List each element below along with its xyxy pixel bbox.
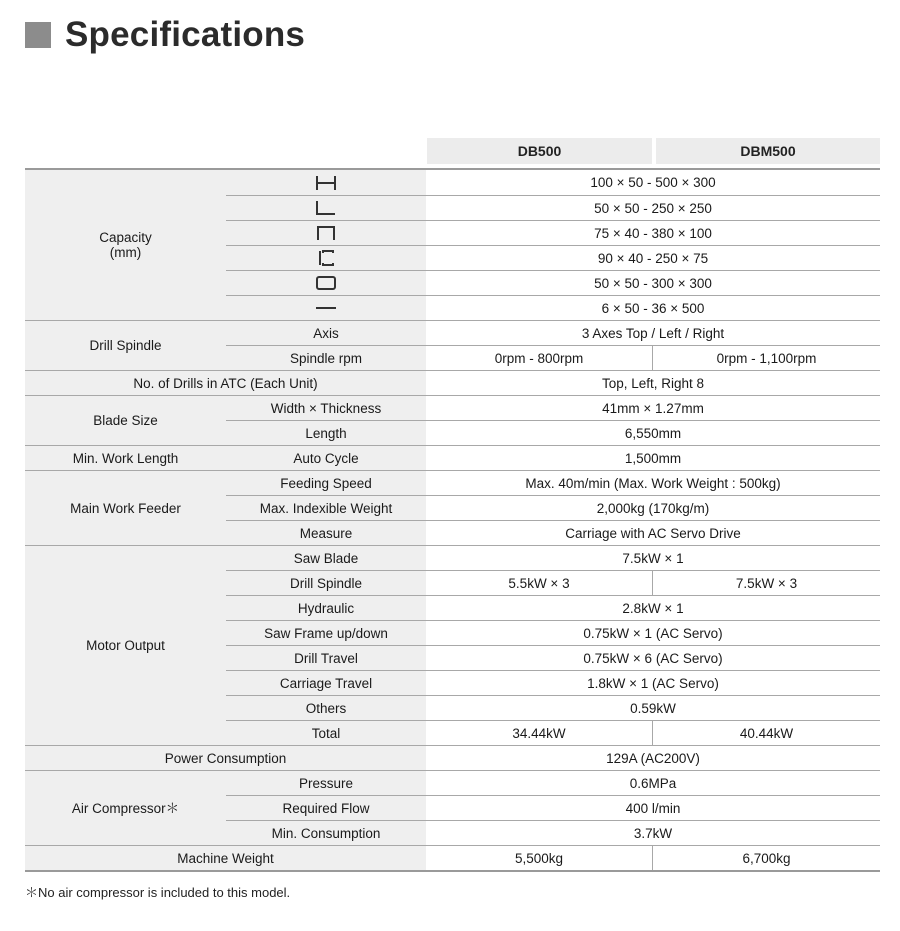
row-label-air-compressor: Air Compressor＊ [25,770,226,845]
spindle-rpm-dbm500: 0rpm - 1,100rpm [653,345,880,370]
sub-label-width-thickness: Width × Thickness [226,395,426,420]
power-consumption-value: 129A (AC200V) [426,745,880,770]
sub-label-min-consumption: Min. Consumption [226,820,426,845]
model-header-db500: DB500 [427,138,652,164]
pressure-value: 0.6MPa [426,770,880,795]
row-label-blade-size: Blade Size [25,395,226,445]
min-consumption-value: 3.7kW [426,820,880,845]
sub-label-required-flow: Required Flow [226,795,426,820]
row-label-capacity: Capacity (mm) [25,170,226,320]
capacity-value: 6 × 50 - 36 × 500 [426,295,880,320]
angle-icon [226,195,426,220]
sub-label-pressure: Pressure [226,770,426,795]
capacity-value: 100 × 50 - 500 × 300 [590,175,716,190]
row-label-machine-weight: Machine Weight [25,845,426,870]
page-header [25,14,305,56]
sub-label-drill-travel: Drill Travel [226,645,426,670]
drill-spindle-motor-dbm500: 7.5kW × 3 [653,570,880,595]
saw-frame-value: 0.75kW × 1 (AC Servo) [426,620,880,645]
sub-label-saw-blade: Saw Blade [226,545,426,570]
page-title: Specifications [65,15,306,54]
specifications-table [25,168,880,872]
width-thickness-value: 41mm × 1.27mm [426,395,880,420]
capacity-value: 90 × 40 - 250 × 75 [426,245,880,270]
h-beam-icon [226,170,426,195]
sub-label-length: Length [226,420,426,445]
sub-label-hydraulic: Hydraulic [226,595,426,620]
sub-label-spindle-rpm: Spindle rpm [226,345,426,370]
saw-blade-value: 7.5kW × 1 [426,545,880,570]
footnote: ＊No air compressor is included to this model. [25,885,291,900]
total-db500: 34.44kW [426,720,653,745]
sub-label-feeding-speed: Feeding Speed [226,470,426,495]
channel-icon [226,220,426,245]
sub-label-saw-frame: Saw Frame up/down [226,620,426,645]
sub-label-axis: Axis [226,320,426,345]
square-tube-icon [226,270,426,295]
machine-weight-dbm500: 6,700kg [653,845,880,870]
carriage-travel-value: 1.8kW × 1 (AC Servo) [426,670,880,695]
measure-value: Carriage with AC Servo Drive [426,520,880,545]
drill-spindle-motor-db500: 5.5kW × 3 [426,570,653,595]
drills-atc-value: Top, Left, Right 8 [426,370,880,395]
required-flow-value: 400 l/min [426,795,880,820]
row-label-drills-atc: No. of Drills in ATC (Each Unit) [25,370,426,395]
capacity-value: 75 × 40 - 380 × 100 [426,220,880,245]
capacity-value: 50 × 50 - 300 × 300 [426,270,880,295]
feeding-speed-value: Max. 40m/min (Max. Work Weight : 500kg) [426,470,880,495]
model-header-dbm500: DBM500 [656,138,880,164]
sub-label-total: Total [226,720,426,745]
auto-cycle-value: 1,500mm [426,445,880,470]
row-label-power-consumption: Power Consumption [25,745,426,770]
spindle-rpm-db500: 0rpm - 800rpm [426,345,653,370]
machine-weight-db500: 5,500kg [426,845,653,870]
sub-label-carriage-travel: Carriage Travel [226,670,426,695]
axis-value: 3 Axes Top / Left / Right [426,320,880,345]
c-channel-icon [226,245,426,270]
row-label-main-work-feeder: Main Work Feeder [25,470,226,545]
row-label-motor-output: Motor Output [25,545,226,745]
title-marker [25,22,51,48]
length-value: 6,550mm [426,420,880,445]
row-label-drill-spindle: Drill Spindle [25,320,226,370]
hydraulic-value: 2.8kW × 1 [426,595,880,620]
max-indexible-weight-value: 2,000kg (170kg/m) [426,495,880,520]
total-dbm500: 40.44kW [653,720,880,745]
sub-label-drill-spindle-motor: Drill Spindle [226,570,426,595]
sub-label-measure: Measure [226,520,426,545]
sub-label-max-indexible-weight: Max. Indexible Weight [226,495,426,520]
drill-travel-value: 0.75kW × 6 (AC Servo) [426,645,880,670]
row-label-min-work-length: Min. Work Length [25,445,226,470]
sub-label-auto-cycle: Auto Cycle [226,445,426,470]
flat-bar-icon [226,295,426,320]
sub-label-others: Others [226,695,426,720]
capacity-value: 50 × 50 - 250 × 250 [426,195,880,220]
others-value: 0.59kW [426,695,880,720]
